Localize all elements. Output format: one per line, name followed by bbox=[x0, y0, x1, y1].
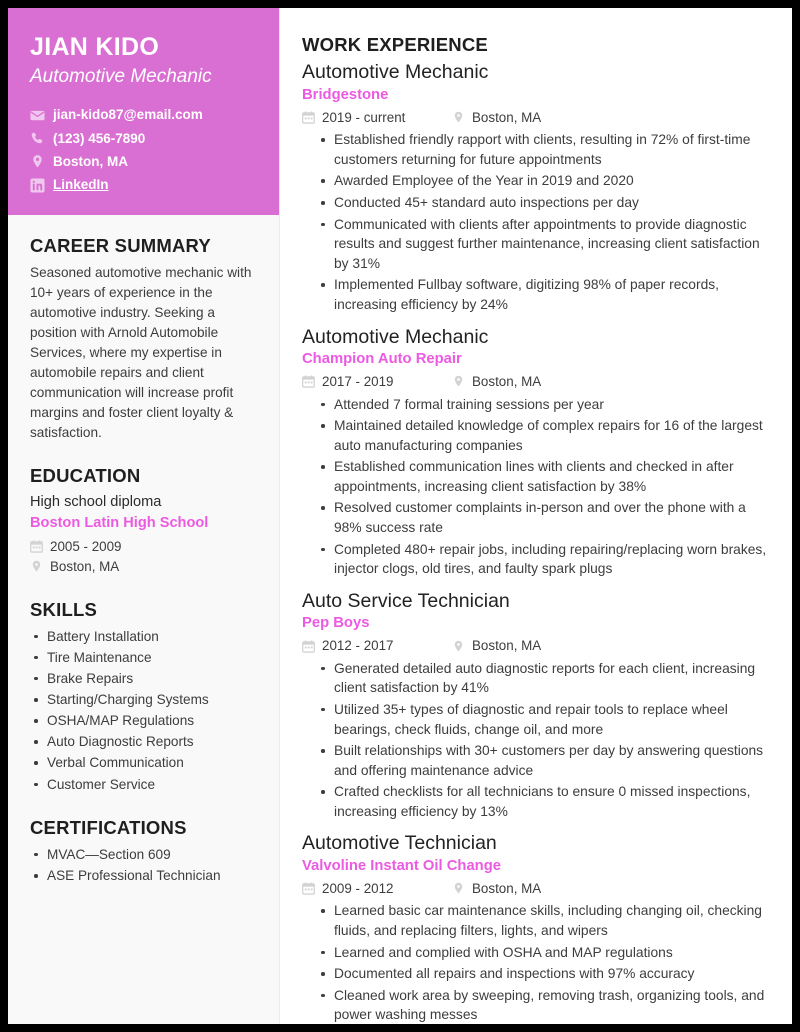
job-dates-row bbox=[302, 879, 452, 898]
career-summary-section bbox=[30, 235, 257, 443]
job-role: Automotive Mechanic bbox=[302, 325, 489, 348]
certifications-list bbox=[30, 845, 257, 886]
location-pin-icon bbox=[452, 882, 465, 895]
contact-phone[interactable] bbox=[30, 130, 257, 148]
job-bullet: Established communication lines with clients and checked in after appointments, increasing client satisfaction by 38% bbox=[318, 457, 772, 496]
education-location-row bbox=[30, 557, 257, 576]
location-pin-icon bbox=[452, 111, 465, 124]
career-summary-text: Seasoned automotive mechanic with 10+ years of experience in the automotive industry. Seeking a position with Arnold Automobile Services, where my expertise in automobile repairs and client communication will increase profit margins and foster client loyalty & satisfaction. bbox=[30, 265, 252, 441]
education-heading: EDUCATION bbox=[30, 464, 141, 486]
job-dates-row bbox=[302, 636, 452, 655]
job-company: Champion Auto Repair bbox=[302, 350, 462, 367]
education-degree: High school diploma bbox=[30, 494, 162, 511]
job-bullet: Maintained detailed knowledge of complex repairs for 16 of the largest auto manufacturing companies bbox=[318, 416, 772, 455]
contact-email-text: jian-kido87@email.com bbox=[53, 107, 203, 123]
job-meta bbox=[302, 879, 772, 898]
candidate-name: JIAN KIDO bbox=[30, 33, 160, 61]
skills-list bbox=[30, 627, 257, 795]
job-role: Auto Service Technician bbox=[302, 589, 510, 612]
location-pin-icon bbox=[30, 560, 43, 573]
email-icon bbox=[30, 108, 45, 123]
job-bullet: Attended 7 formal training sessions per year bbox=[318, 395, 772, 415]
calendar-icon bbox=[302, 375, 315, 388]
job-dates-row bbox=[302, 108, 452, 127]
job-location: Boston, MA bbox=[472, 109, 542, 125]
job-dates: 2009 - 2012 bbox=[322, 881, 394, 897]
job-role: Automotive Mechanic bbox=[302, 61, 489, 84]
job-dates-row bbox=[302, 372, 452, 391]
calendar-icon bbox=[302, 111, 315, 124]
job-bullet-list bbox=[302, 659, 772, 822]
education-school: Boston Latin High School bbox=[30, 514, 209, 531]
list-item: Brake Repairs bbox=[30, 669, 257, 689]
job-company: Pep Boys bbox=[302, 615, 370, 632]
location-pin-icon bbox=[30, 154, 45, 169]
work-experience-entry bbox=[302, 325, 772, 579]
list-item: Starting/Charging Systems bbox=[30, 690, 257, 710]
phone-icon bbox=[30, 131, 45, 146]
work-experience-entry bbox=[302, 589, 772, 822]
job-bullet-list bbox=[302, 130, 772, 314]
location-pin-icon bbox=[452, 375, 465, 388]
job-role: Automotive Technician bbox=[302, 832, 497, 855]
list-item: Battery Installation bbox=[30, 627, 257, 647]
job-bullet: Implemented Fullbay software, digitizing 98% of paper records, increasing efficiency by 24% bbox=[318, 275, 772, 314]
calendar-icon bbox=[30, 540, 43, 553]
linkedin-icon bbox=[30, 178, 45, 193]
job-location-row bbox=[452, 372, 541, 391]
education-section bbox=[30, 465, 257, 577]
job-bullet: Resolved customer complaints in-person and over the phone with a 98% success rate bbox=[318, 498, 772, 537]
job-bullet: Established friendly rapport with clients, resulting in 72% of first-time customers returning for future appointments bbox=[318, 130, 772, 169]
contact-linkedin-link[interactable]: LinkedIn bbox=[53, 176, 109, 192]
job-bullet: Learned basic car maintenance skills, including changing oil, checking fluids, and replacing filters, lights, and wipers bbox=[318, 901, 772, 940]
job-location: Boston, MA bbox=[472, 374, 542, 390]
job-location-row bbox=[452, 636, 541, 655]
certifications-heading: CERTIFICATIONS bbox=[30, 816, 187, 838]
job-company: Valvoline Instant Oil Change bbox=[302, 857, 501, 874]
job-meta bbox=[302, 108, 772, 127]
contact-email[interactable] bbox=[30, 106, 257, 124]
job-location-row bbox=[452, 108, 541, 127]
list-item: OSHA/MAP Regulations bbox=[30, 711, 257, 731]
job-bullet: Cleaned work area by sweeping, removing trash, organizing tools, and power washing messes bbox=[318, 986, 772, 1024]
education-dates-row bbox=[30, 537, 257, 556]
skills-section bbox=[30, 599, 257, 795]
job-bullet: Generated detailed auto diagnostic reports for each client, increasing client satisfaction by 41% bbox=[318, 659, 772, 698]
calendar-icon bbox=[302, 882, 315, 895]
list-item: ASE Professional Technician bbox=[30, 866, 257, 886]
contact-phone-text: (123) 456-7890 bbox=[53, 130, 146, 146]
job-bullet: Utilized 35+ types of diagnostic and repair tools to replace wheel bearings, check fluids, change oil, and more bbox=[318, 700, 772, 739]
contact-location-text: Boston, MA bbox=[53, 153, 128, 169]
job-bullet: Completed 480+ repair jobs, including repairing/replacing worn brakes, injector clogs, old tires, and faulty spark plugs bbox=[318, 540, 772, 579]
job-location-row bbox=[452, 879, 541, 898]
sidebar bbox=[8, 8, 280, 1024]
calendar-icon bbox=[302, 640, 315, 653]
contact-location bbox=[30, 153, 257, 171]
sidebar-body bbox=[8, 215, 279, 886]
work-experience-heading: WORK EXPERIENCE bbox=[302, 34, 488, 55]
job-dates: 2012 - 2017 bbox=[322, 638, 394, 654]
work-experience-entry bbox=[302, 60, 772, 314]
work-experience-list bbox=[302, 60, 772, 1024]
job-meta bbox=[302, 372, 772, 391]
job-bullet: Communicated with clients after appointments to provide diagnostic results and suggest further maintenance, increasing client satisfaction by 31% bbox=[318, 215, 772, 274]
header-block bbox=[8, 8, 279, 215]
location-pin-icon bbox=[452, 640, 465, 653]
job-bullet-list bbox=[302, 395, 772, 579]
job-bullet: Learned and complied with OSHA and MAP regulations bbox=[318, 943, 772, 963]
contact-linkedin[interactable] bbox=[30, 176, 257, 194]
job-bullet: Conducted 45+ standard auto inspections per day bbox=[318, 193, 772, 213]
job-meta bbox=[302, 636, 772, 655]
education-dates: 2005 - 2009 bbox=[50, 538, 122, 554]
list-item: Tire Maintenance bbox=[30, 648, 257, 668]
list-item: Auto Diagnostic Reports bbox=[30, 732, 257, 752]
certifications-section bbox=[30, 817, 257, 886]
job-bullet: Crafted checklists for all technicians to ensure 0 missed inspections, increasing efficiency by 13% bbox=[318, 782, 772, 821]
resume-page bbox=[8, 8, 792, 1024]
list-item: Customer Service bbox=[30, 775, 257, 795]
job-location: Boston, MA bbox=[472, 638, 542, 654]
education-location: Boston, MA bbox=[50, 559, 120, 575]
list-item: MVAC—Section 609 bbox=[30, 845, 257, 865]
skills-heading: SKILLS bbox=[30, 598, 97, 620]
career-summary-heading: CAREER SUMMARY bbox=[30, 235, 211, 256]
job-bullet: Built relationships with 30+ customers per day by answering questions and offering maintenance advice bbox=[318, 741, 772, 780]
work-experience-entry bbox=[302, 831, 772, 1024]
job-bullet-list bbox=[302, 901, 772, 1024]
job-company: Bridgestone bbox=[302, 86, 389, 103]
job-location: Boston, MA bbox=[472, 881, 542, 897]
job-dates: 2019 - current bbox=[322, 109, 406, 125]
job-bullet: Awarded Employee of the Year in 2019 and 2020 bbox=[318, 171, 772, 191]
job-bullet: Documented all repairs and inspections with 97% accuracy bbox=[318, 964, 772, 984]
main-column bbox=[280, 8, 792, 1024]
candidate-job-title: Automotive Mechanic bbox=[30, 65, 212, 87]
list-item: Verbal Communication bbox=[30, 753, 257, 773]
job-dates: 2017 - 2019 bbox=[322, 374, 394, 390]
